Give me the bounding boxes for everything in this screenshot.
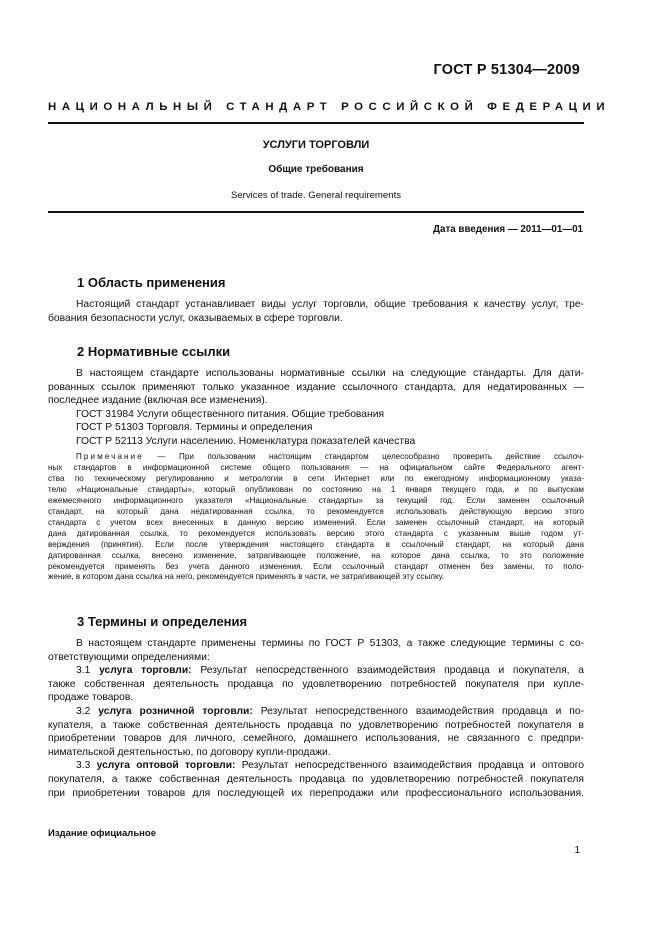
section-3-text xyxy=(48,637,584,800)
text-line: также собственная деятельность продавца по удовлетворению потребностей покупателя при купле- xyxy=(48,678,584,690)
text-line: приобретении товаров для личного, семейного, домашнего использования, не связанного с предпри- xyxy=(48,733,584,745)
note-line: рекомендуется применять без учета данного изменения. Если ссылочный стандарт отменен без замены, то поло- xyxy=(48,561,584,571)
term-definition: Результат непосредственного взаимодействия продавца и покупателя, а xyxy=(200,665,584,677)
note-line: датированная ссылка, внесено изменение, затрагивающее положение, на которое дана ссылка, то это положение xyxy=(48,550,584,560)
text-line: купателя, а также собственная деятельность продавца по удовлетворению потребностей покупателя в xyxy=(48,719,584,731)
text-line: В настоящем стандарте использованы нормативные ссылки на следующие стандарты. Для дати- xyxy=(76,368,584,379)
note-line: жение, в котором дана ссылка на него, рекомендуется применять в части, не затрагивающей эту ссылку. xyxy=(48,572,445,582)
text-line: нимательской деятельностью, по договору купли-продажи. xyxy=(48,746,331,758)
note-line: дана датированная ссылка, то рекомендуется использовать версию этого стандарта с указанным выше годом ут- xyxy=(48,528,584,538)
term-3-1-line xyxy=(48,664,584,678)
note-line: стандарта с учетом всех внесенных в данную версию изменений. Если заменен ссылочный стандарт, на который xyxy=(48,517,584,527)
term-number: 3.1 xyxy=(76,665,91,677)
term-3-2-line xyxy=(48,705,584,719)
note-line xyxy=(48,452,584,463)
section-1-text xyxy=(48,298,584,325)
national-standard-banner: НАЦИОНАЛЬНЫЙ СТАНДАРТ РОССИЙСКОЙ ФЕДЕРАЦИИ xyxy=(48,101,611,113)
text-line: продаже товаров. xyxy=(48,692,134,704)
note-line: ных стандартов в информационной системе общего пользования — на официальном сайте Федерального агент- xyxy=(48,462,584,472)
text-line: ответствующими определениями: xyxy=(48,651,210,663)
term-number: 3.3 xyxy=(76,760,91,772)
section-2-text xyxy=(48,367,584,449)
note-text: — При пользовании настоящим стандартом целесообразно проверить действие ссылоч- xyxy=(143,452,584,461)
text-line: бования безопасности услуг, оказываемых в сфере торговли. xyxy=(48,312,343,324)
text-line: последнее издание (включая все изменения). xyxy=(48,395,268,407)
reference-item: ГОСТ 31984 Услуги общественного питания. Общие требования xyxy=(76,408,385,420)
term-3-3-line xyxy=(48,759,584,773)
text-line: Настоящий стандарт устанавливает виды услуг торговли, общие требования к качеству услуг, тре- xyxy=(76,299,584,310)
note-line: стандарт, на который дана недатированная ссылка, то рекомендуется использовать действующую версию этого xyxy=(48,506,584,516)
text-line: рованных ссылок применяют только указанное издание ссылочного стандарта, для недатированных — xyxy=(48,381,584,393)
standard-code: ГОСТ Р 51304—2009 xyxy=(433,62,580,78)
section-2-heading: 2 Нормативные ссылки xyxy=(77,344,231,359)
text-line: при приобретении товаров для последующей их перепродажи или профессионального использования. xyxy=(48,787,584,799)
section-1-heading: 1 Область применения xyxy=(77,275,226,290)
term-name: услуга оптовой торговли: xyxy=(96,760,236,772)
bottom-rule xyxy=(48,211,584,213)
note-label: Примечание xyxy=(76,452,144,461)
top-rule xyxy=(48,122,584,124)
text-line: покупателя, а также собственная деятельность продавца по удовлетворению потребностей покупателя xyxy=(48,773,584,785)
official-edition-label: Издание официальное xyxy=(48,828,156,839)
note-line: ежемесячного информационного указателя «Национальные стандарты» за текущий год. Если заменен ссылочный xyxy=(48,495,584,505)
document-subtitle: Общие требования xyxy=(268,164,364,175)
document-title: УСЛУГИ ТОРГОВЛИ xyxy=(262,139,370,151)
reference-item: ГОСТ Р 51303 Торговля. Термины и определения xyxy=(76,422,313,434)
section-2-note xyxy=(48,452,584,583)
note-line: ства по техническому регулированию и метрологии в сети Интернет или по ежегодному информационному указа- xyxy=(48,473,584,483)
note-line: телю «Национальные стандарты», который опубликован по состоянию на 1 января текущего года, и по выпускам xyxy=(48,484,584,494)
section-3-heading: 3 Термины и определения xyxy=(77,614,248,629)
english-title: Services of trade. General requirements xyxy=(230,190,402,201)
term-definition: Результат непосредственного взаимодействия продавца и по- xyxy=(260,705,584,717)
term-definition: Результат непосредственного взаимодействия продавца и оптового xyxy=(241,760,584,772)
page-number: 1 xyxy=(574,845,580,856)
note-line: верждения (принятия). Если после утверждения настоящего стандарта в ссылочный стандарт, на который дана xyxy=(48,539,584,549)
term-name: услуга торговли: xyxy=(99,665,192,677)
text-line: В настоящем стандарте применены термины по ГОСТ Р 51303, а также следующие термины с со- xyxy=(76,638,584,649)
term-number: 3.2 xyxy=(76,705,91,717)
reference-item: ГОСТ Р 52113 Услуги населению. Номенклатура показателей качества xyxy=(76,435,416,447)
term-name: услуга розничной торговли: xyxy=(98,705,253,717)
introduction-date: Дата введения — 2011—01—01 xyxy=(433,224,583,235)
